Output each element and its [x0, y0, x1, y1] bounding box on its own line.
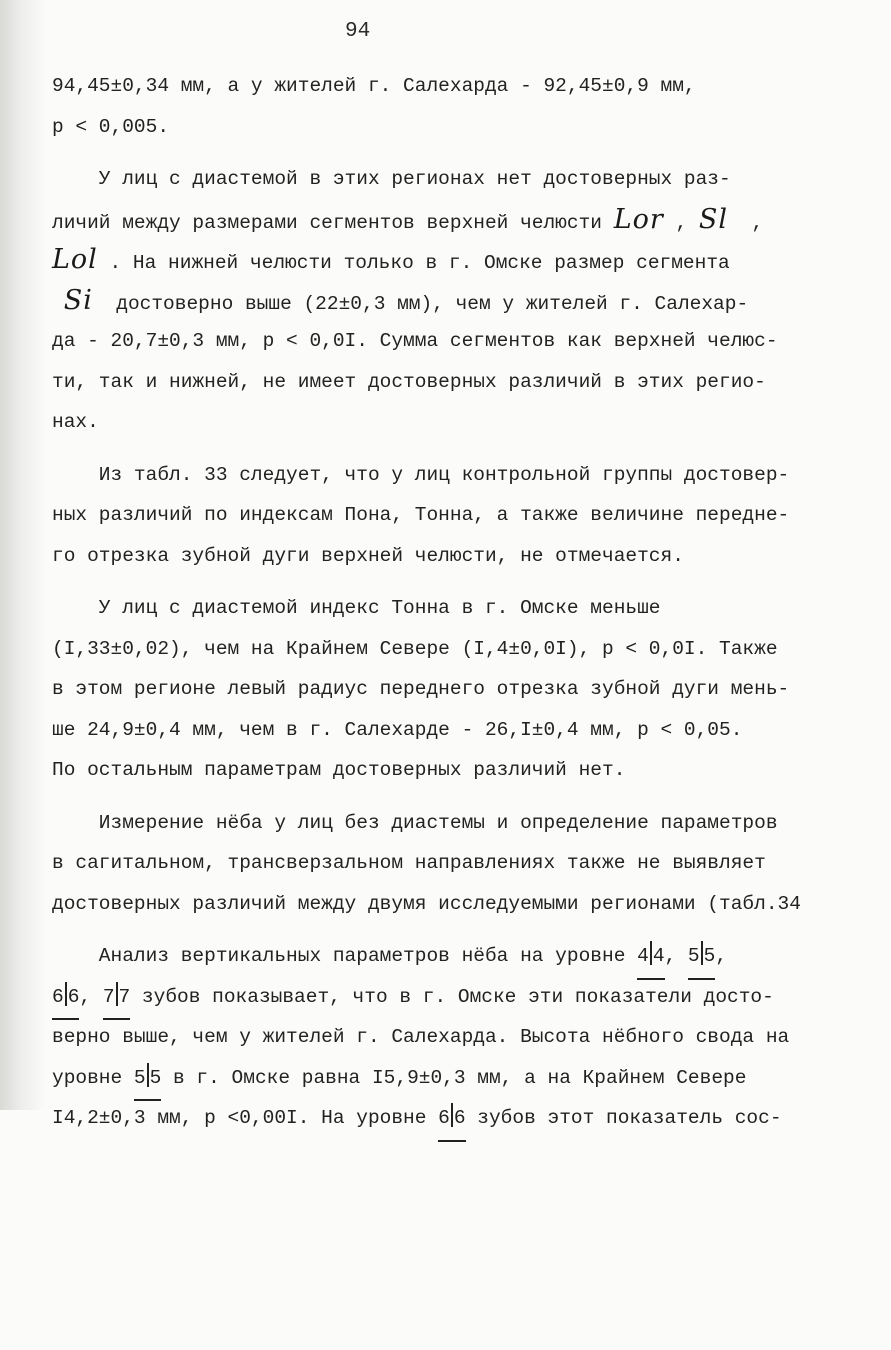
text-line — [52, 159, 862, 200]
tooth-number-right: 6 — [67, 985, 80, 1008]
tooth-number-left: 6 — [52, 985, 64, 1008]
text-run: У лиц с диастемой в этих регионах нет достоверных раз- — [52, 168, 731, 190]
text-line — [52, 200, 862, 241]
paragraph — [52, 588, 862, 791]
text-line — [52, 1017, 862, 1058]
text-line — [52, 281, 862, 322]
tooth-divider — [65, 982, 67, 1006]
text-run: зубов показывает, что в г. Омске эти показатели досто- — [130, 985, 774, 1008]
text-run: в этом регионе левый радиус переднего отрезка зубной дуги мень- — [52, 678, 790, 700]
tooth-number-left: 6 — [438, 1107, 450, 1129]
text-run: достоверных различий между двумя исследуемыми регионами (табл.34 — [52, 892, 801, 915]
text-line — [52, 936, 862, 977]
text-run: 94,45±0,34 мм, а у жителей г. Салехарда - 92,45±0,9 мм, — [52, 75, 696, 97]
tooth-number-right: 5 — [149, 1066, 162, 1089]
text-line — [52, 66, 862, 107]
text-line — [52, 240, 862, 281]
text-line — [52, 321, 862, 362]
text-run: , — [715, 945, 728, 967]
body-text — [52, 66, 862, 1151]
tooth-divider — [701, 941, 703, 965]
text-line — [52, 455, 862, 496]
text-run: р < 0,005. — [52, 115, 170, 138]
tooth-number-right: 6 — [453, 1107, 466, 1129]
text-line — [52, 750, 862, 791]
tooth-number-left: 4 — [637, 945, 649, 967]
tooth-number-left: 5 — [687, 945, 700, 967]
text-run: го отрезка зубной дуги верхней челюсти, не отмечается. — [52, 544, 684, 567]
text-run: нах. — [52, 411, 99, 433]
text-run: зубов этот показатель сос- — [465, 1107, 782, 1129]
handwritten-label: Sl — [698, 203, 729, 235]
text-line — [52, 588, 862, 629]
text-line — [52, 362, 862, 403]
paragraph — [52, 66, 862, 147]
tooth-number-left: 5 — [133, 1066, 146, 1089]
tooth-notation — [52, 977, 79, 1021]
text-run: Из табл. 33 следует, что у лиц контрольной группы достовер- — [52, 463, 790, 486]
text-run: , — [663, 211, 699, 234]
tooth-divider — [650, 941, 652, 965]
text-line — [52, 107, 862, 148]
tooth-number-left: 7 — [102, 985, 115, 1008]
text-line — [52, 843, 862, 884]
paragraph — [52, 803, 862, 925]
text-run: ше 24,9±0,4 мм, чем в г. Салехарде - 26,I±0,4 мм, р < 0,05. — [52, 718, 743, 741]
text-run: достоверно выше (22±0,3 мм), чем у жителей г. Салехар- — [92, 292, 749, 315]
text-run: Анализ вертикальных параметров нёба на уровне — [52, 945, 638, 967]
page-number: 94 — [345, 20, 371, 43]
text-line — [52, 803, 862, 844]
handwritten-label: Si — [63, 284, 93, 316]
text-run — [52, 293, 64, 315]
tooth-number-right: 4 — [652, 945, 665, 967]
text-run: ных различий по индексам Пона, Тонна, а также величине передне- — [52, 504, 790, 526]
text-run: I4,2±0,3 мм, р <0,00I. На уровне — [52, 1107, 439, 1129]
text-run: верно выше, чем у жителей г. Салехарда. Высота нёбного свода на — [52, 1026, 790, 1048]
handwritten-label: Lol — [52, 244, 98, 275]
text-line — [52, 977, 862, 1018]
text-line — [52, 669, 862, 710]
paragraph — [52, 159, 862, 443]
text-line — [52, 1098, 862, 1139]
handwritten-label: Lor — [613, 203, 664, 235]
text-line — [52, 884, 862, 925]
text-run: По остальным параметрам достоверных различий нет. — [52, 759, 626, 781]
text-run: личий между размерами сегментов верхней челюсти — [52, 211, 614, 234]
text-run: , — [728, 211, 764, 234]
tooth-number-right: 5 — [703, 945, 716, 967]
tooth-divider — [116, 982, 118, 1006]
tooth-notation — [438, 1098, 465, 1142]
tooth-notation — [134, 1058, 161, 1102]
text-line — [52, 402, 862, 443]
scan-edge-shadow — [0, 0, 46, 1110]
tooth-notation — [637, 936, 664, 980]
tooth-divider — [147, 1063, 149, 1087]
text-run: да - 20,7±0,3 мм, р < 0,0I. Сумма сегментов как верхней челюс- — [52, 330, 778, 352]
text-line — [52, 536, 862, 577]
tooth-number-right: 7 — [118, 985, 131, 1008]
text-line — [52, 629, 862, 670]
tooth-notation — [103, 977, 130, 1021]
text-run: уровне — [52, 1066, 134, 1089]
text-run: в г. Омске равна I5,9±0,3 мм, а на Крайнем Севере — [161, 1066, 747, 1089]
text-line — [52, 710, 862, 751]
text-run: в сагитальном, трансверзальном направлениях также не выявляет — [52, 852, 766, 874]
text-line — [52, 495, 862, 536]
paragraph — [52, 455, 862, 577]
text-run: . На нижней челюсти только в г. Омске размер сегмента — [97, 252, 730, 274]
text-run: , — [79, 985, 103, 1008]
tooth-divider — [451, 1103, 453, 1127]
text-run: , — [664, 945, 688, 967]
text-run: У лиц с диастемой индекс Тонна в г. Омске меньше — [52, 597, 661, 619]
tooth-notation — [688, 936, 715, 980]
text-run: (I,33±0,02), чем на Крайнем Севере (I,4±0,0I), р < 0,0I. Также — [52, 637, 778, 660]
text-run: ти, так и нижней, не имеет достоверных различий в этих регио- — [52, 370, 766, 393]
text-line — [52, 1058, 862, 1099]
paragraph — [52, 936, 862, 1139]
text-run: Измерение нёба у лиц без диастемы и определение параметров — [52, 811, 778, 834]
